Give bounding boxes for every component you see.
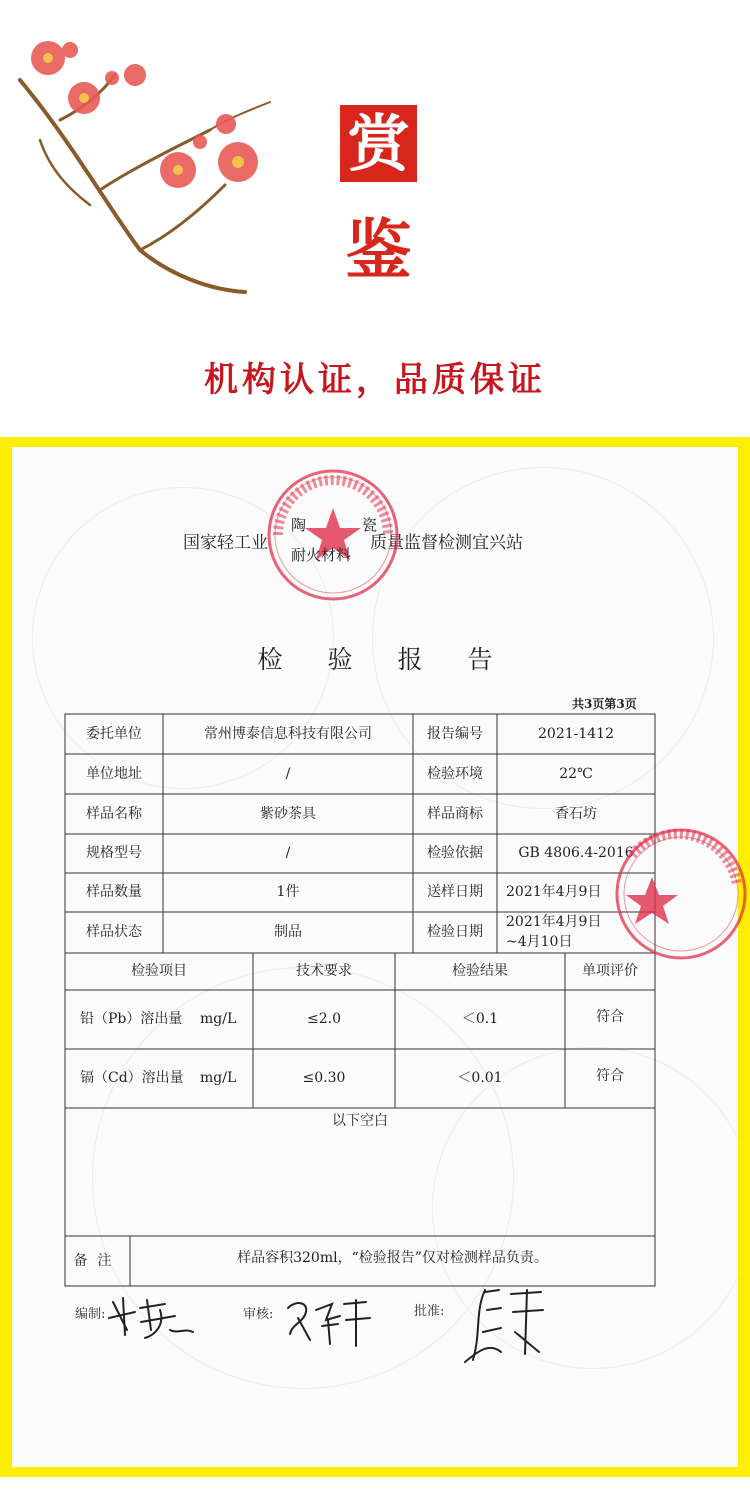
info-label-standard: 检验依据 <box>427 845 483 861</box>
info-label-model: 规格型号 <box>86 845 142 861</box>
info-label-client: 委托单位 <box>86 725 142 742</box>
info-value-environment: 22℃ <box>559 765 593 782</box>
info-label-delivery-date: 送样日期 <box>427 884 483 900</box>
result-evaluation-lead: 符合 <box>596 1009 624 1025</box>
slogan: 机构认证，品质保证 <box>204 360 546 400</box>
signature-approved-label: 批准: <box>414 1304 445 1319</box>
info-value-client: 常州博泰信息科技有限公司 <box>204 725 372 742</box>
info-label-inspection-date: 检验日期 <box>427 924 483 940</box>
results-header-item: 检验项目 <box>131 963 187 979</box>
signature-reviewed-label: 审核: <box>243 1307 274 1322</box>
handwritten-signature-prepared <box>105 1290 205 1345</box>
info-value-model: / <box>285 845 291 861</box>
info-label-quantity: 样品数量 <box>86 884 142 900</box>
info-value-delivery-date: 2021年4月9日 <box>506 884 602 900</box>
result-item-lead: 铅（Pb）溶出量 <box>80 1011 183 1027</box>
results-header-result: 检验结果 <box>452 963 508 979</box>
org-name-right: 质量监督检测宜兴站 <box>370 533 523 553</box>
remarks-text: 样品容积320ml，“检验报告”仅对检测样品负责。 <box>237 1249 548 1266</box>
info-label-address: 单位地址 <box>86 765 142 782</box>
result-value-cadmium: ＜0.01 <box>457 1070 503 1086</box>
result-evaluation-cadmium: 符合 <box>596 1068 624 1084</box>
info-label-report-no: 报告编号 <box>427 725 483 742</box>
info-label-sample-state: 样品状态 <box>86 924 142 940</box>
info-value-report-no: 2021-1412 <box>538 725 614 742</box>
info-value-address: / <box>285 765 291 782</box>
appreciation-char: 鉴 <box>345 212 412 289</box>
info-value-inspection-date-1: 2021年4月9日 <box>506 913 602 930</box>
seal-text-3: 耐火材料 <box>291 546 352 564</box>
remarks-label: 备注 <box>73 1252 122 1269</box>
info-label-trademark: 样品商标 <box>427 805 483 822</box>
results-header-evaluation: 单项评价 <box>582 963 638 979</box>
info-label-environment: 检验环境 <box>427 765 483 782</box>
info-value-sample-state: 制品 <box>274 924 302 940</box>
handwritten-signature-approved <box>455 1282 555 1367</box>
page-info: 共3页第3页 <box>572 697 637 711</box>
result-unit-lead: mg/L <box>200 1011 237 1027</box>
handwritten-signature-reviewed <box>282 1290 377 1350</box>
result-requirement-cadmium: ≤0.30 <box>302 1070 346 1086</box>
info-value-trademark: 香石坊 <box>555 805 597 822</box>
result-value-lead: ＜0.1 <box>461 1011 499 1027</box>
result-item-cadmium: 镉（Cd）溶出量 <box>80 1070 184 1086</box>
result-requirement-lead: ≤2.0 <box>307 1011 341 1027</box>
org-name-left: 国家轻工业 <box>183 533 268 553</box>
info-value-quantity: 1件 <box>276 884 300 900</box>
signature-prepared-label: 编制: <box>75 1307 106 1322</box>
info-value-inspection-date-2: ~4月10日 <box>506 933 573 950</box>
info-value-standard: GB 4806.4-2016 <box>518 845 634 861</box>
seal-text-2: 瓷 <box>362 516 378 534</box>
seal-text-1: 陶 <box>291 516 307 534</box>
report-title: 检验报告 <box>257 645 538 674</box>
info-value-sample-name: 紫砂茶具 <box>260 805 316 822</box>
appreciation-char-box: 赏 <box>340 105 417 182</box>
blank-note: 以下空白 <box>332 1112 388 1129</box>
info-label-sample-name: 样品名称 <box>86 805 142 822</box>
red-seal-side <box>612 825 750 963</box>
result-unit-cadmium: mg/L <box>200 1070 237 1086</box>
results-header-requirement: 技术要求 <box>296 963 352 979</box>
